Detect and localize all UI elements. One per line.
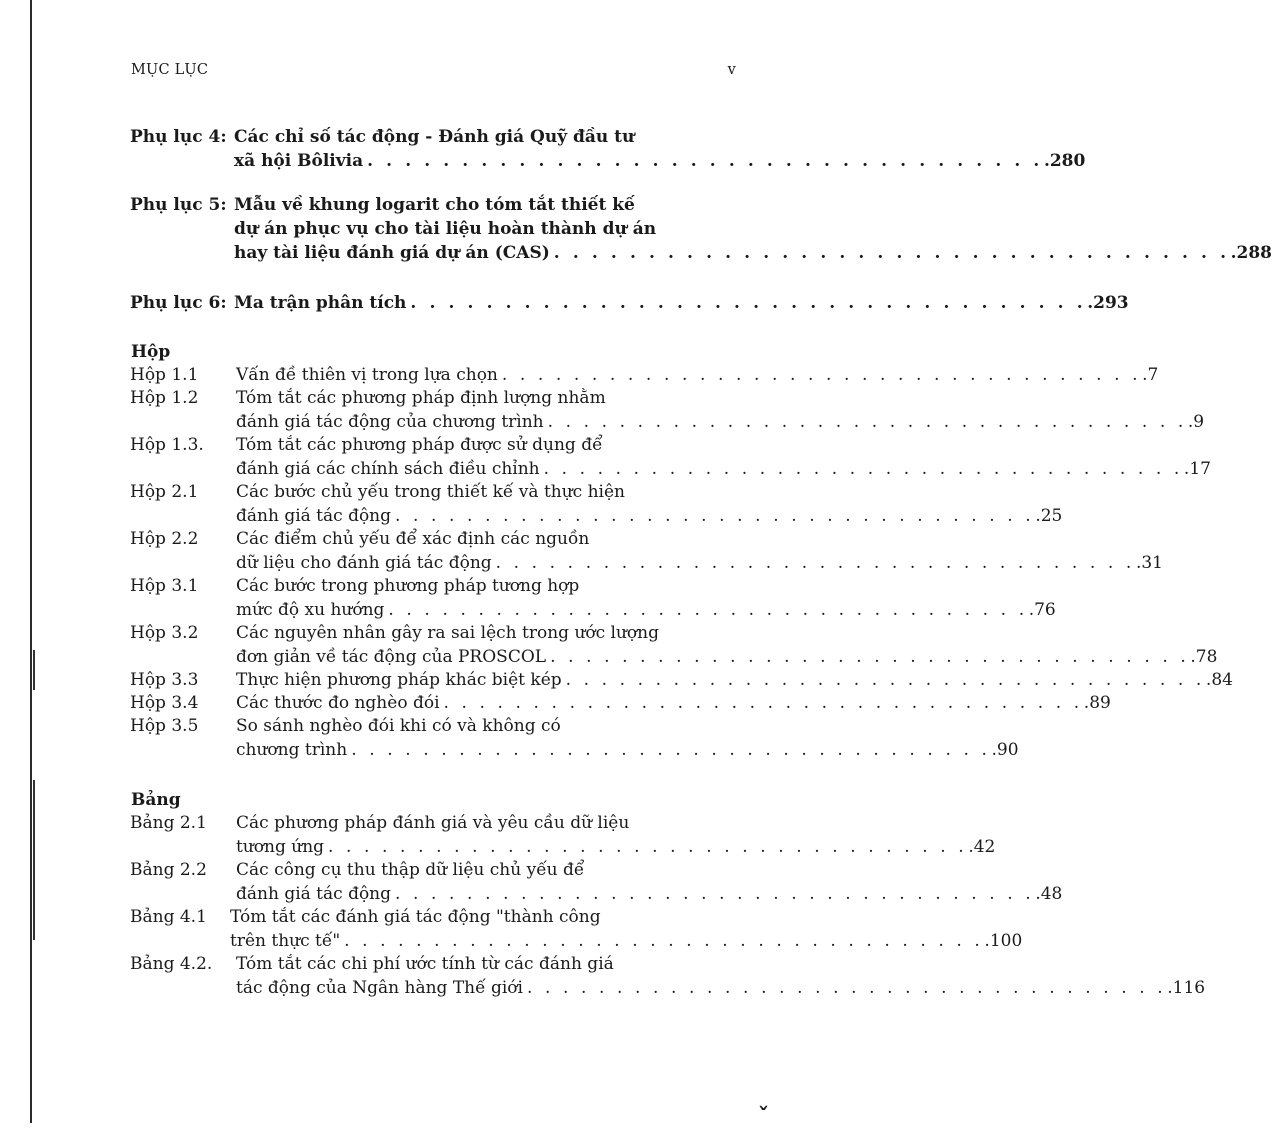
header-page-number: v — [727, 62, 736, 78]
appendix-page: .288 — [1230, 243, 1272, 263]
section-heading-tables: Bảng — [131, 790, 181, 810]
appendix-label: Phụ lục 5: — [130, 195, 227, 215]
appendix-line: Mẫu về khung logarit cho tóm tắt thiết kế — [234, 193, 734, 217]
appendix-label: Phụ lục 4: — [130, 127, 227, 147]
binding-mark — [33, 650, 35, 690]
appendix-line: xã hội Bôlivia . . . . . . . . . . . . . . . . . . . . . . . . . . . . . . . . . . . . .280 — [234, 151, 1086, 171]
appendix-line: hay tài liệu đánh giá dự án (CAS) . . . . . . . . . . . . . . . . . . . . . . . . . . . . . . . . . . . . .288 — [234, 243, 1272, 263]
appendix-line: Các chỉ số tác động - Đánh giá Quỹ đầu tư — [234, 125, 734, 149]
appendix-line: dự án phục vụ cho tài liệu hoàn thành dự án — [234, 217, 734, 241]
appendix-line: Ma trận phân tích . . . . . . . . . . . . . . . . . . . . . . . . . . . . . . . . . . . . .293 — [234, 293, 1129, 313]
binding-edge-line — [30, 0, 32, 1123]
header-title: MỤC LỤC — [131, 62, 209, 78]
appendix-label: Phụ lục 6: — [130, 293, 227, 313]
appendix-page: .293 — [1087, 293, 1129, 313]
section-heading-boxes: Hộp — [131, 342, 171, 362]
corner-glyph: ˇ — [758, 1104, 769, 1130]
binding-mark — [33, 780, 35, 940]
appendix-page: .280 — [1043, 151, 1086, 171]
